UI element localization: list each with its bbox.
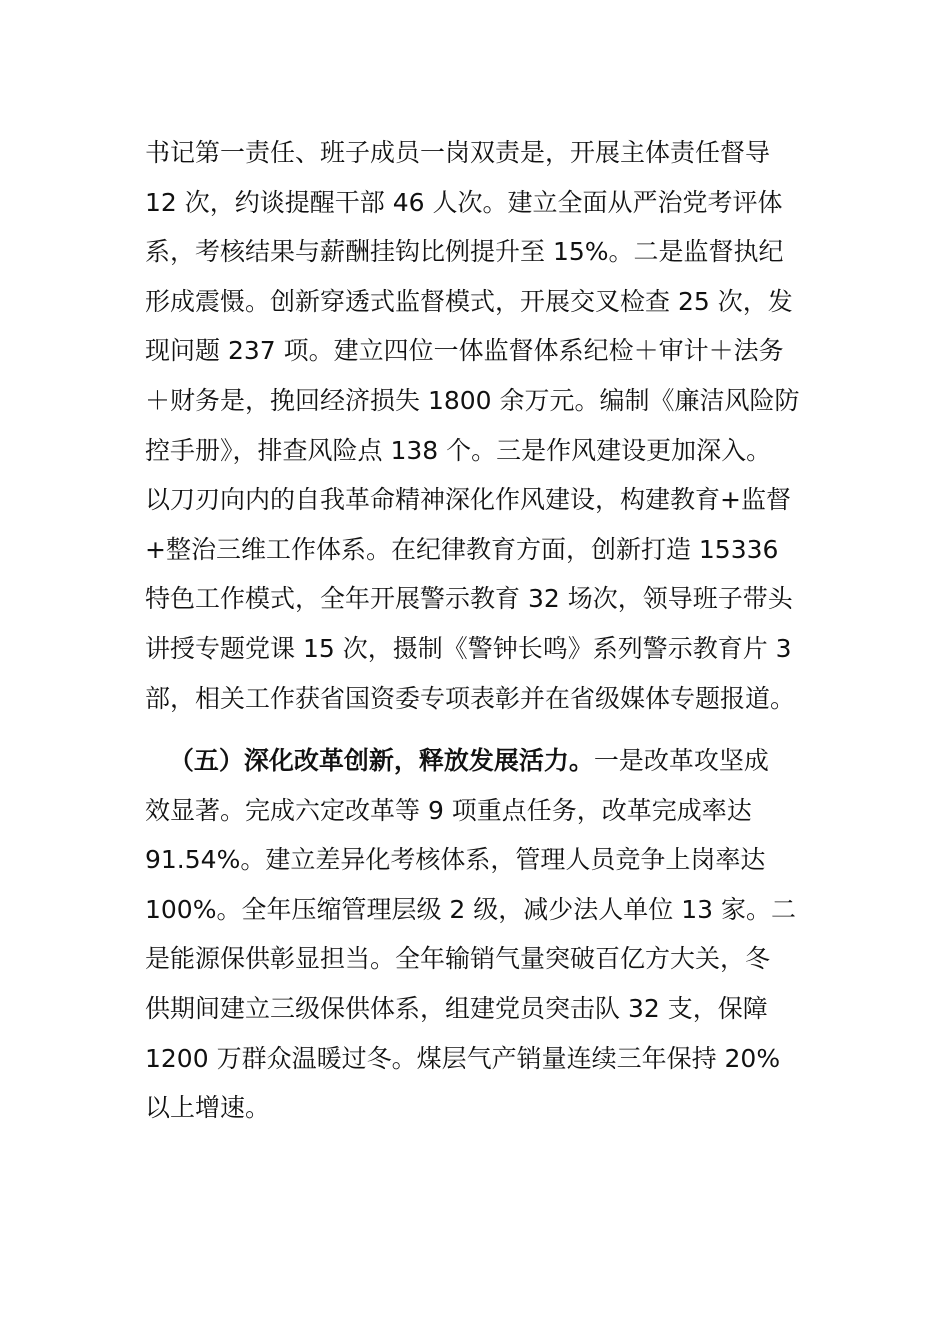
text-line: 100%。全年压缩管理层级 2 级，减少法人单位 13 家。二 bbox=[145, 894, 796, 924]
text-line: 效显著。完成六定改革等 9 项重点任务，改革完成率达 bbox=[145, 795, 752, 825]
text-line: 以上增速。 bbox=[145, 1093, 271, 1123]
paragraph-section-five bbox=[145, 736, 815, 1133]
text-line: 91.54%。建立差异化考核体系，管理人员竞争上岗率达 bbox=[145, 845, 766, 875]
text-line: 现问题 237 项。建立四位一体监督体系纪检＋审计＋法务 bbox=[145, 336, 784, 366]
text-line: +整治三维工作体系。在纪律教育方面，创新打造 15336 bbox=[145, 534, 779, 564]
text-line: 特色工作模式，全年开展警示教育 32 场次，领导班子带头 bbox=[145, 584, 793, 614]
text-line: 讲授专题党课 15 次，摄制《警钟长鸣》系列警示教育片 3 bbox=[145, 633, 792, 663]
section-five-heading: （五）深化改革创新，释放发展活力。 bbox=[168, 746, 594, 775]
text-line: 部，相关工作获省国资委专项表彰并在省级媒体专题报道。 bbox=[145, 683, 796, 713]
text-line: 供期间建立三级保供体系，组建党员突击队 32 支，保障 bbox=[145, 993, 768, 1023]
text-line: 以刀刃向内的自我革命精神深化作风建设，构建教育+监督 bbox=[145, 485, 791, 515]
text-line: 书记第一责任、班子成员一岗双责是，开展主体责任督导 bbox=[145, 138, 771, 167]
text-line: 系，考核结果与薪酬挂钩比例提升至 15%。二是监督执纪 bbox=[145, 237, 784, 267]
text-line: 1200 万群众温暖过冬。煤层气产销量连续三年保持 20% bbox=[145, 1043, 781, 1073]
text-line: 形成震慑。创新穿透式监督模式，开展交叉检查 25 次，发 bbox=[145, 286, 793, 316]
section-five-first-line bbox=[145, 736, 815, 786]
text-line: ＋财务是，挽回经济损失 1800 余万元。编制《廉洁风险防 bbox=[145, 385, 800, 415]
paragraph-continued bbox=[145, 128, 815, 723]
text-line: 是能源保供彰显担当。全年输销气量突破百亿方大关，冬 bbox=[145, 944, 771, 974]
text-line: 控手册》，排查风险点 138 个。三是作风建设更加深入。 bbox=[145, 435, 772, 465]
text-line: 12 次，约谈提醒干部 46 人次。建立全面从严治党考评体 bbox=[145, 187, 783, 217]
section-five-first-line-text: 一是改革攻坚成 bbox=[593, 746, 769, 775]
